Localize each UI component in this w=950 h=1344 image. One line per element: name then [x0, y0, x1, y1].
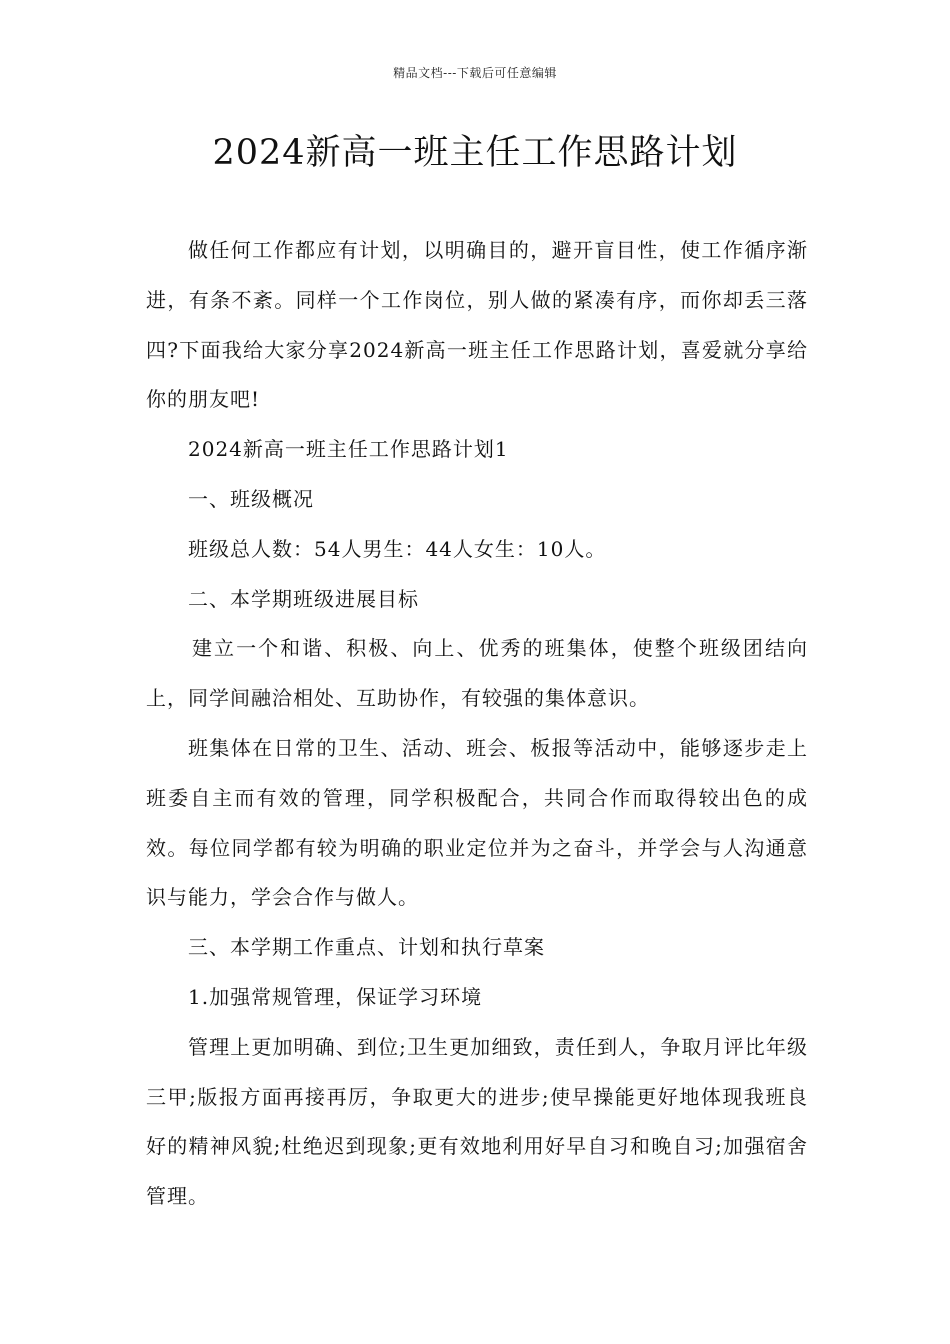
class-size-paragraph: 班级总人数：54人男生：44人女生：10人。 — [188, 536, 607, 561]
section-heading-class-overview: 一、班级概况 — [188, 486, 314, 511]
section-heading-priorities: 三、本学期工作重点、计划和执行草案 — [188, 935, 545, 960]
intro-paragraph: 做任何工作都应有计划，以明确目的，避开盲目性，使工作循序渐进，有条不紊。同样一个工作岗位，别人做的紧凑有序，而你却丢三落四?下面我给大家分享2024新高一班主任工作思路计划，喜爱就分享给你的朋友吧! — [146, 238, 808, 412]
goal-paragraph-2: 班集体在日常的卫生、活动、班会、板报等活动中，能够逐步走上班委自主而有效的管理，同学积极配合，共同合作而取得较出色的成效。每位同学都有较为明确的职业定位并为之奋斗，并学会与人沟通意识与能力，学会合作与做人。 — [146, 735, 808, 910]
subheading-routine-management: 1.加强常规管理，保证学习环境 — [188, 984, 483, 1009]
management-paragraph: 管理上更加明确、到位;卫生更加细致，责任到人，争取月评比年级三甲;版报方面再接再厉，争取更大的进步;使早操能更好地体现我班良好的精神风貌;杜绝迟到现象;更有效地利用好早自习和晚自习;加强宿舍管理。 — [146, 1034, 808, 1209]
document-body — [146, 226, 808, 1222]
document-title: 2024新高一班主任工作思路计划 — [212, 133, 738, 173]
section-heading-goals: 二、本学期班级进展目标 — [188, 586, 419, 611]
header-note: 精品文档---下载后可任意编辑 — [393, 66, 557, 80]
goal-paragraph-1: 建立一个和谐、积极、向上、优秀的班集体，使整个班级团结向上，同学间融洽相处、互助协作，有较强的集体意识。 — [146, 636, 808, 711]
section-heading-plan-1: 2024新高一班主任工作思路计划1 — [188, 437, 509, 462]
